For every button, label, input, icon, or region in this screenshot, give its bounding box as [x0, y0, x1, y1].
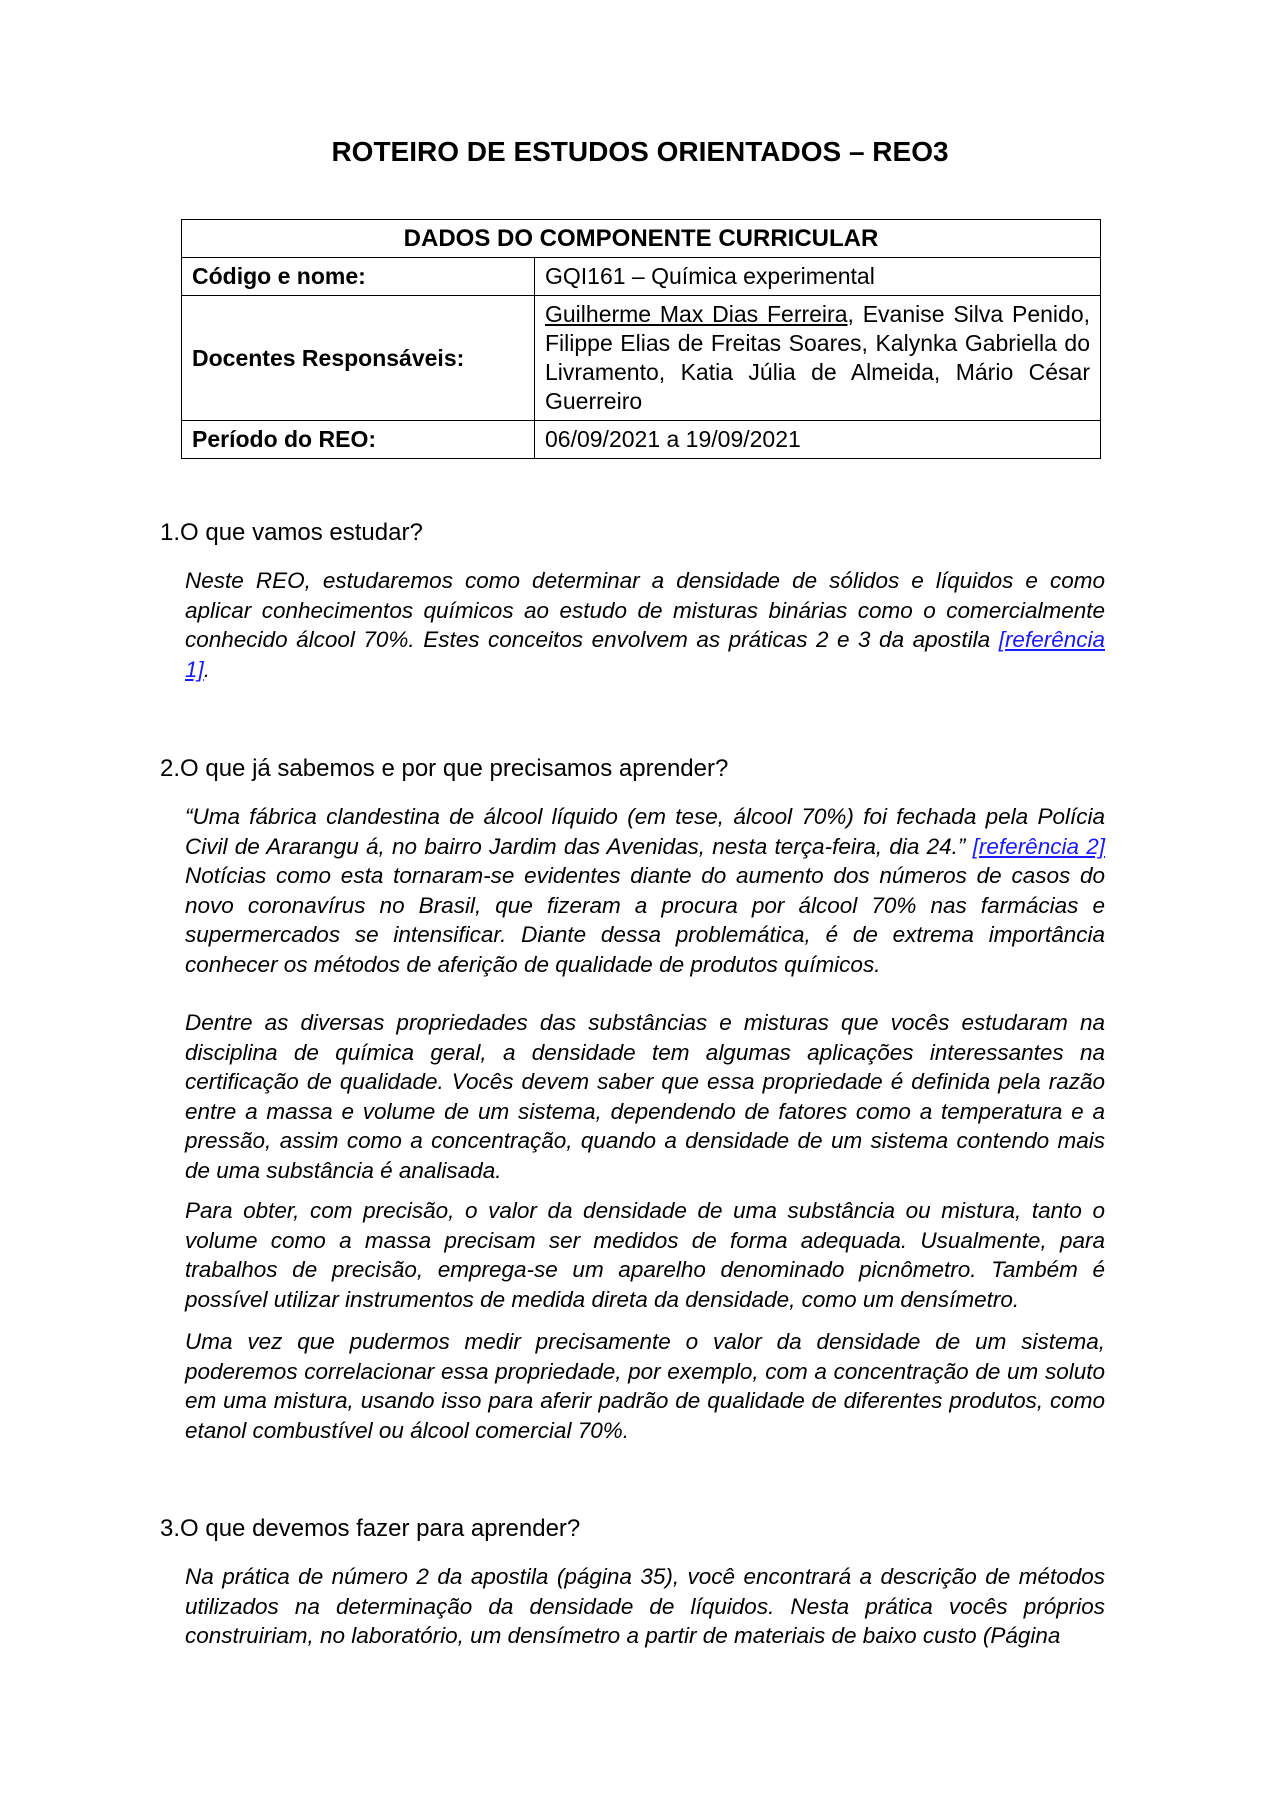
table-header-row [182, 220, 1101, 258]
section-1-heading: 1.O que vamos estudar? [160, 519, 423, 546]
period-label: Período do REO: [182, 421, 535, 459]
lead-teacher-name: Guilherme Max Dias Ferreira [545, 301, 848, 327]
news-quote: “Uma fábrica clandestina de álcool líquido (em tese, álcool 70%) foi fechada pela Polícia Civil de Ararangu á, no bairro Jardim das Avenidas, nesta terça-feira, dia 24.” [185, 804, 1105, 859]
section-2-paragraph-1: “Uma fábrica clandestina de álcool líquido (em tese, álcool 70%) foi fechada pela Polícia Civil de Ararangu á, no bairro Jardim das Avenidas, nesta terça-feira, dia 24.” [referência 2] Notícias como esta tornaram-se evidentes diante do aumento dos números de casos do novo coronavírus no Brasil, que fizeram a procura por álcool 70% nas farmácias e supermercados se intensificar. Diante dessa problemática, é de extrema importância conhecer os métodos de aferição de qualidade de produtos químicos. [185, 804, 1105, 977]
reference-2-link[interactable]: [referência 2] [972, 833, 1105, 859]
table-row [182, 296, 1101, 421]
course-code-label: Código e nome: [182, 258, 535, 296]
table-row [182, 421, 1101, 459]
section-3-paragraph: Na prática de número 2 da apostila (página 35), você encontrará a descrição de métodos utilizados na determinação da densidade de líquidos. Nesta prática vocês próprios construiriam, no laboratório, um densímetro a partir de materiais de baixo custo (Página [185, 1564, 1105, 1649]
section-2-paragraph-2: Dentre as diversas propriedades das substâncias e misturas que vocês estudaram na disciplina de química geral, a densidade tem algumas aplicações interessantes na certificação de qualidade. Vocês devem saber que essa propriedade é definida pela razão entre a massa e volume de um sistema, dependendo de fatores como a temperatura e a pressão, assim como a concentração, quando a densidade de um sistema contendo mais de uma substância é analisada. [185, 1010, 1105, 1183]
document-title: ROTEIRO DE ESTUDOS ORIENTADOS – REO3 [331, 136, 949, 167]
section-3-heading: 3.O que devemos fazer para aprender? [160, 1515, 581, 1542]
section-2-heading: 2.O que já sabemos e por que precisamos aprender? [160, 755, 729, 782]
teachers-label: Docentes Responsáveis: [182, 296, 535, 421]
reference-1-link[interactable]: [referência 1] [185, 627, 1105, 682]
section-1-paragraph: Neste REO, estudaremos como determinar a densidade de sólidos e líquidos e como aplicar conhecimentos químicos ao estudo de misturas binárias como o comercialmente conhecido álcool 70%. Estes conceitos envolvem as práticas 2 e 3 da apostila [referência 1]. [185, 568, 1105, 682]
section-2-paragraph-4: Uma vez que pudermos medir precisamente o valor da densidade de um sistema, poderemos correlacionar essa propriedade, por exemplo, com a concentração de um soluto em uma mistura, usando isso para aferir padrão de qualidade de diferentes produtos, como etanol combustível ou álcool comercial 70%. [185, 1329, 1105, 1443]
table-header: DADOS DO COMPONENTE CURRICULAR [182, 220, 1101, 258]
course-code-value: GQI161 – Química experimental [535, 258, 1101, 296]
other-teachers: , Evanise Silva Penido, Filippe Elias de Freitas Soares, Kalynka Gabriella do Livramento, Katia Júlia de Almeida, Mário César Guerreiro [545, 301, 1090, 414]
curricular-component-table [181, 219, 1101, 459]
section-2-paragraph-3: Para obter, com precisão, o valor da densidade de uma substância ou mistura, tanto o volume como a massa precisam ser medidos de forma adequada. Usualmente, para trabalhos de precisão, emprega-se um aparelho denominado picnômetro. Também é possível utilizar instrumentos de medida direta da densidade, como um densímetro. [185, 1198, 1105, 1312]
table-row [182, 258, 1101, 296]
period-value: 06/09/2021 a 19/09/2021 [535, 421, 1101, 459]
teachers-value [535, 296, 1101, 421]
